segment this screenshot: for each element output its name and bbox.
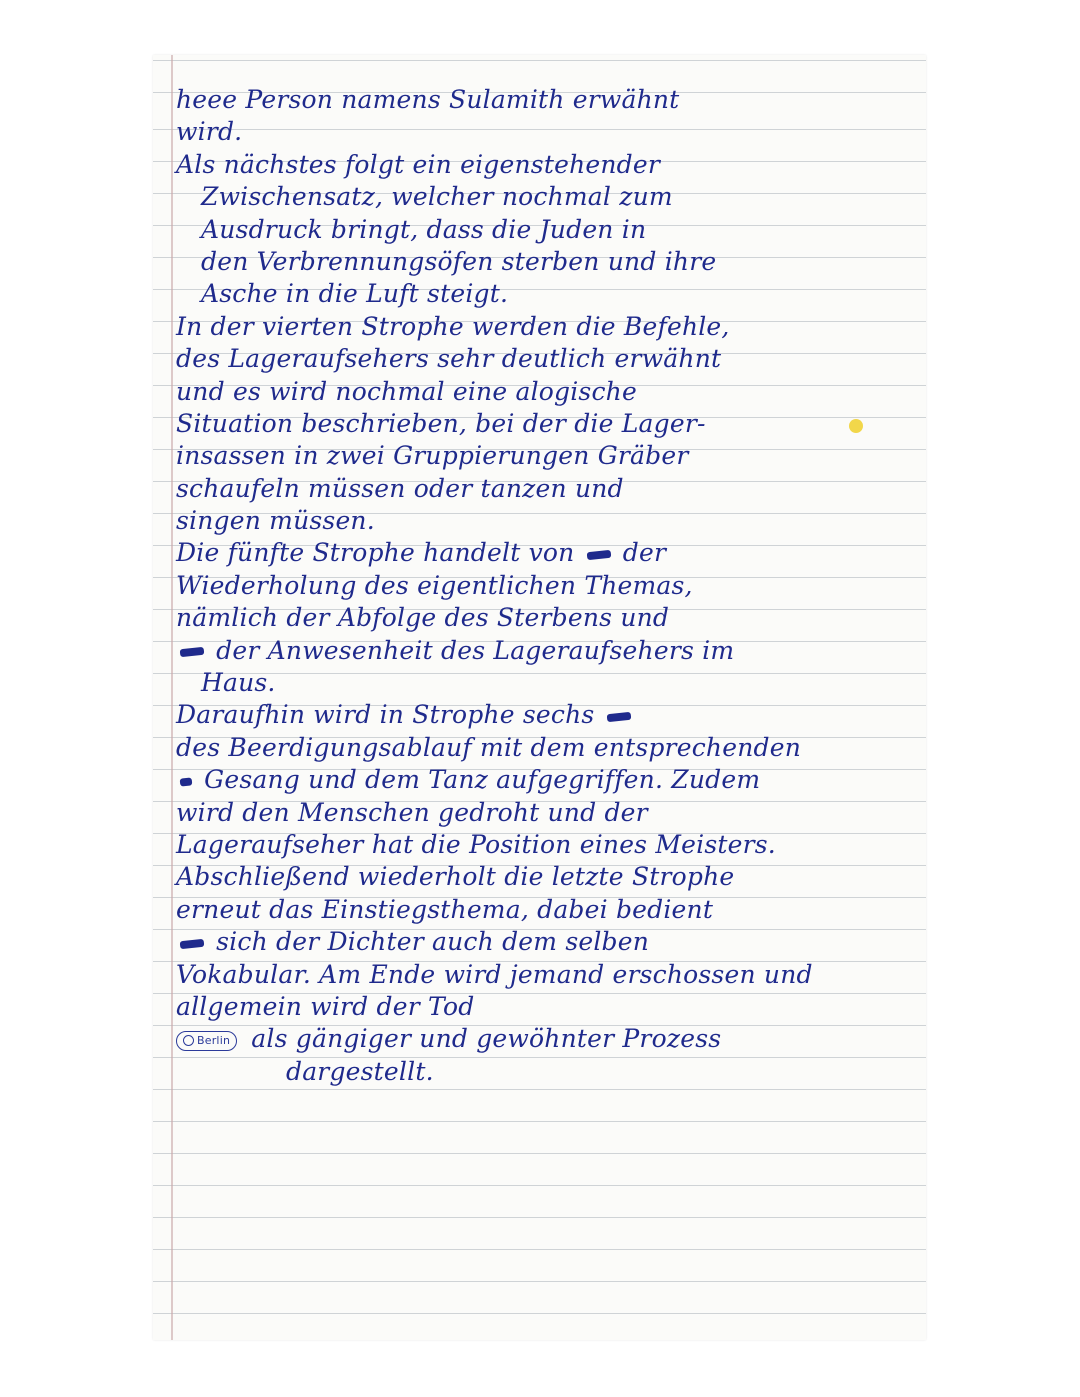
- crossed-out-word: [180, 647, 205, 657]
- text-line: heee Person namens Sulamith erwähnt: [176, 85, 680, 114]
- text-line: dargestellt.: [286, 1056, 434, 1086]
- margin-line: [171, 55, 173, 1340]
- text-line: singen müssen.: [176, 506, 375, 536]
- text-line: Haus.: [201, 668, 276, 698]
- text-segment: Die fünfte Strophe handelt von: [176, 538, 575, 568]
- crossed-out-word: [180, 938, 205, 948]
- text-line: Lageraufseher hat die Position eines Meisters.: [176, 829, 776, 859]
- crossed-out-word: [180, 777, 193, 786]
- text-line: wird.: [176, 117, 243, 147]
- text-line: nämlich der Abfolge des Sterbens und: [176, 603, 670, 633]
- text-line: des Beerdigungsablauf mit dem entsprechenden: [176, 732, 801, 762]
- text-line: [176, 1023, 916, 1055]
- text-line: insassen in zwei Gruppierungen Gräber: [176, 441, 689, 471]
- text-line: Situation beschrieben, bei der die Lager-: [176, 408, 706, 438]
- text-line: wird den Menschen gedroht und der: [176, 797, 648, 827]
- brand-logo: [176, 1031, 237, 1051]
- text-line: Asche in die Luft steigt.: [201, 279, 509, 309]
- text-line: Vokabular. Am Ende wird jemand erschossen und: [176, 959, 813, 989]
- text-segment: sich der Dichter auch dem selben: [216, 927, 650, 957]
- text-line: allgemein wird der Tod: [176, 991, 475, 1021]
- text-line: [176, 635, 916, 667]
- logo-circle-icon: [183, 1035, 194, 1046]
- text-line: Zwischensatz, welcher nochmal zum: [201, 182, 673, 212]
- text-line: [176, 699, 916, 731]
- handwritten-text: [176, 84, 916, 1088]
- text-line: Ausdruck bringt, dass die Juden in: [201, 214, 647, 244]
- logo-text: Berlin: [197, 1033, 231, 1047]
- text-line: schaufeln müssen oder tanzen und: [176, 473, 624, 503]
- text-segment: Daraufhin wird in Strophe sechs: [176, 700, 595, 730]
- text-line: Abschließend wiederholt die letzte Strophe: [176, 862, 735, 892]
- text-line: [176, 926, 916, 958]
- text-line: Als nächstes folgt ein eigenstehender: [176, 149, 661, 179]
- text-segment: als gängiger und gewöhnter Prozess: [251, 1024, 722, 1054]
- text-line: [176, 537, 916, 569]
- text-line: und es wird nochmal eine alogische: [176, 376, 637, 406]
- text-line: des Lageraufsehers sehr deutlich erwähnt: [176, 344, 722, 374]
- text-segment: Gesang und dem Tanz aufgegriffen. Zudem: [204, 765, 761, 795]
- text-line: [176, 764, 916, 796]
- text-line: Wiederholung des eigentlichen Themas,: [176, 570, 693, 600]
- text-line: den Verbrennungsöfen sterben und ihre: [201, 246, 717, 276]
- text-segment: der Anwesenheit des Lageraufsehers im: [216, 635, 735, 665]
- text-line: erneut das Einstiegsthema, dabei bedient: [176, 894, 714, 924]
- text-segment: der: [622, 538, 667, 568]
- crossed-out-word: [586, 550, 611, 560]
- crossed-out-word: [606, 712, 631, 722]
- text-line: In der vierten Strophe werden die Befehle,: [176, 311, 730, 341]
